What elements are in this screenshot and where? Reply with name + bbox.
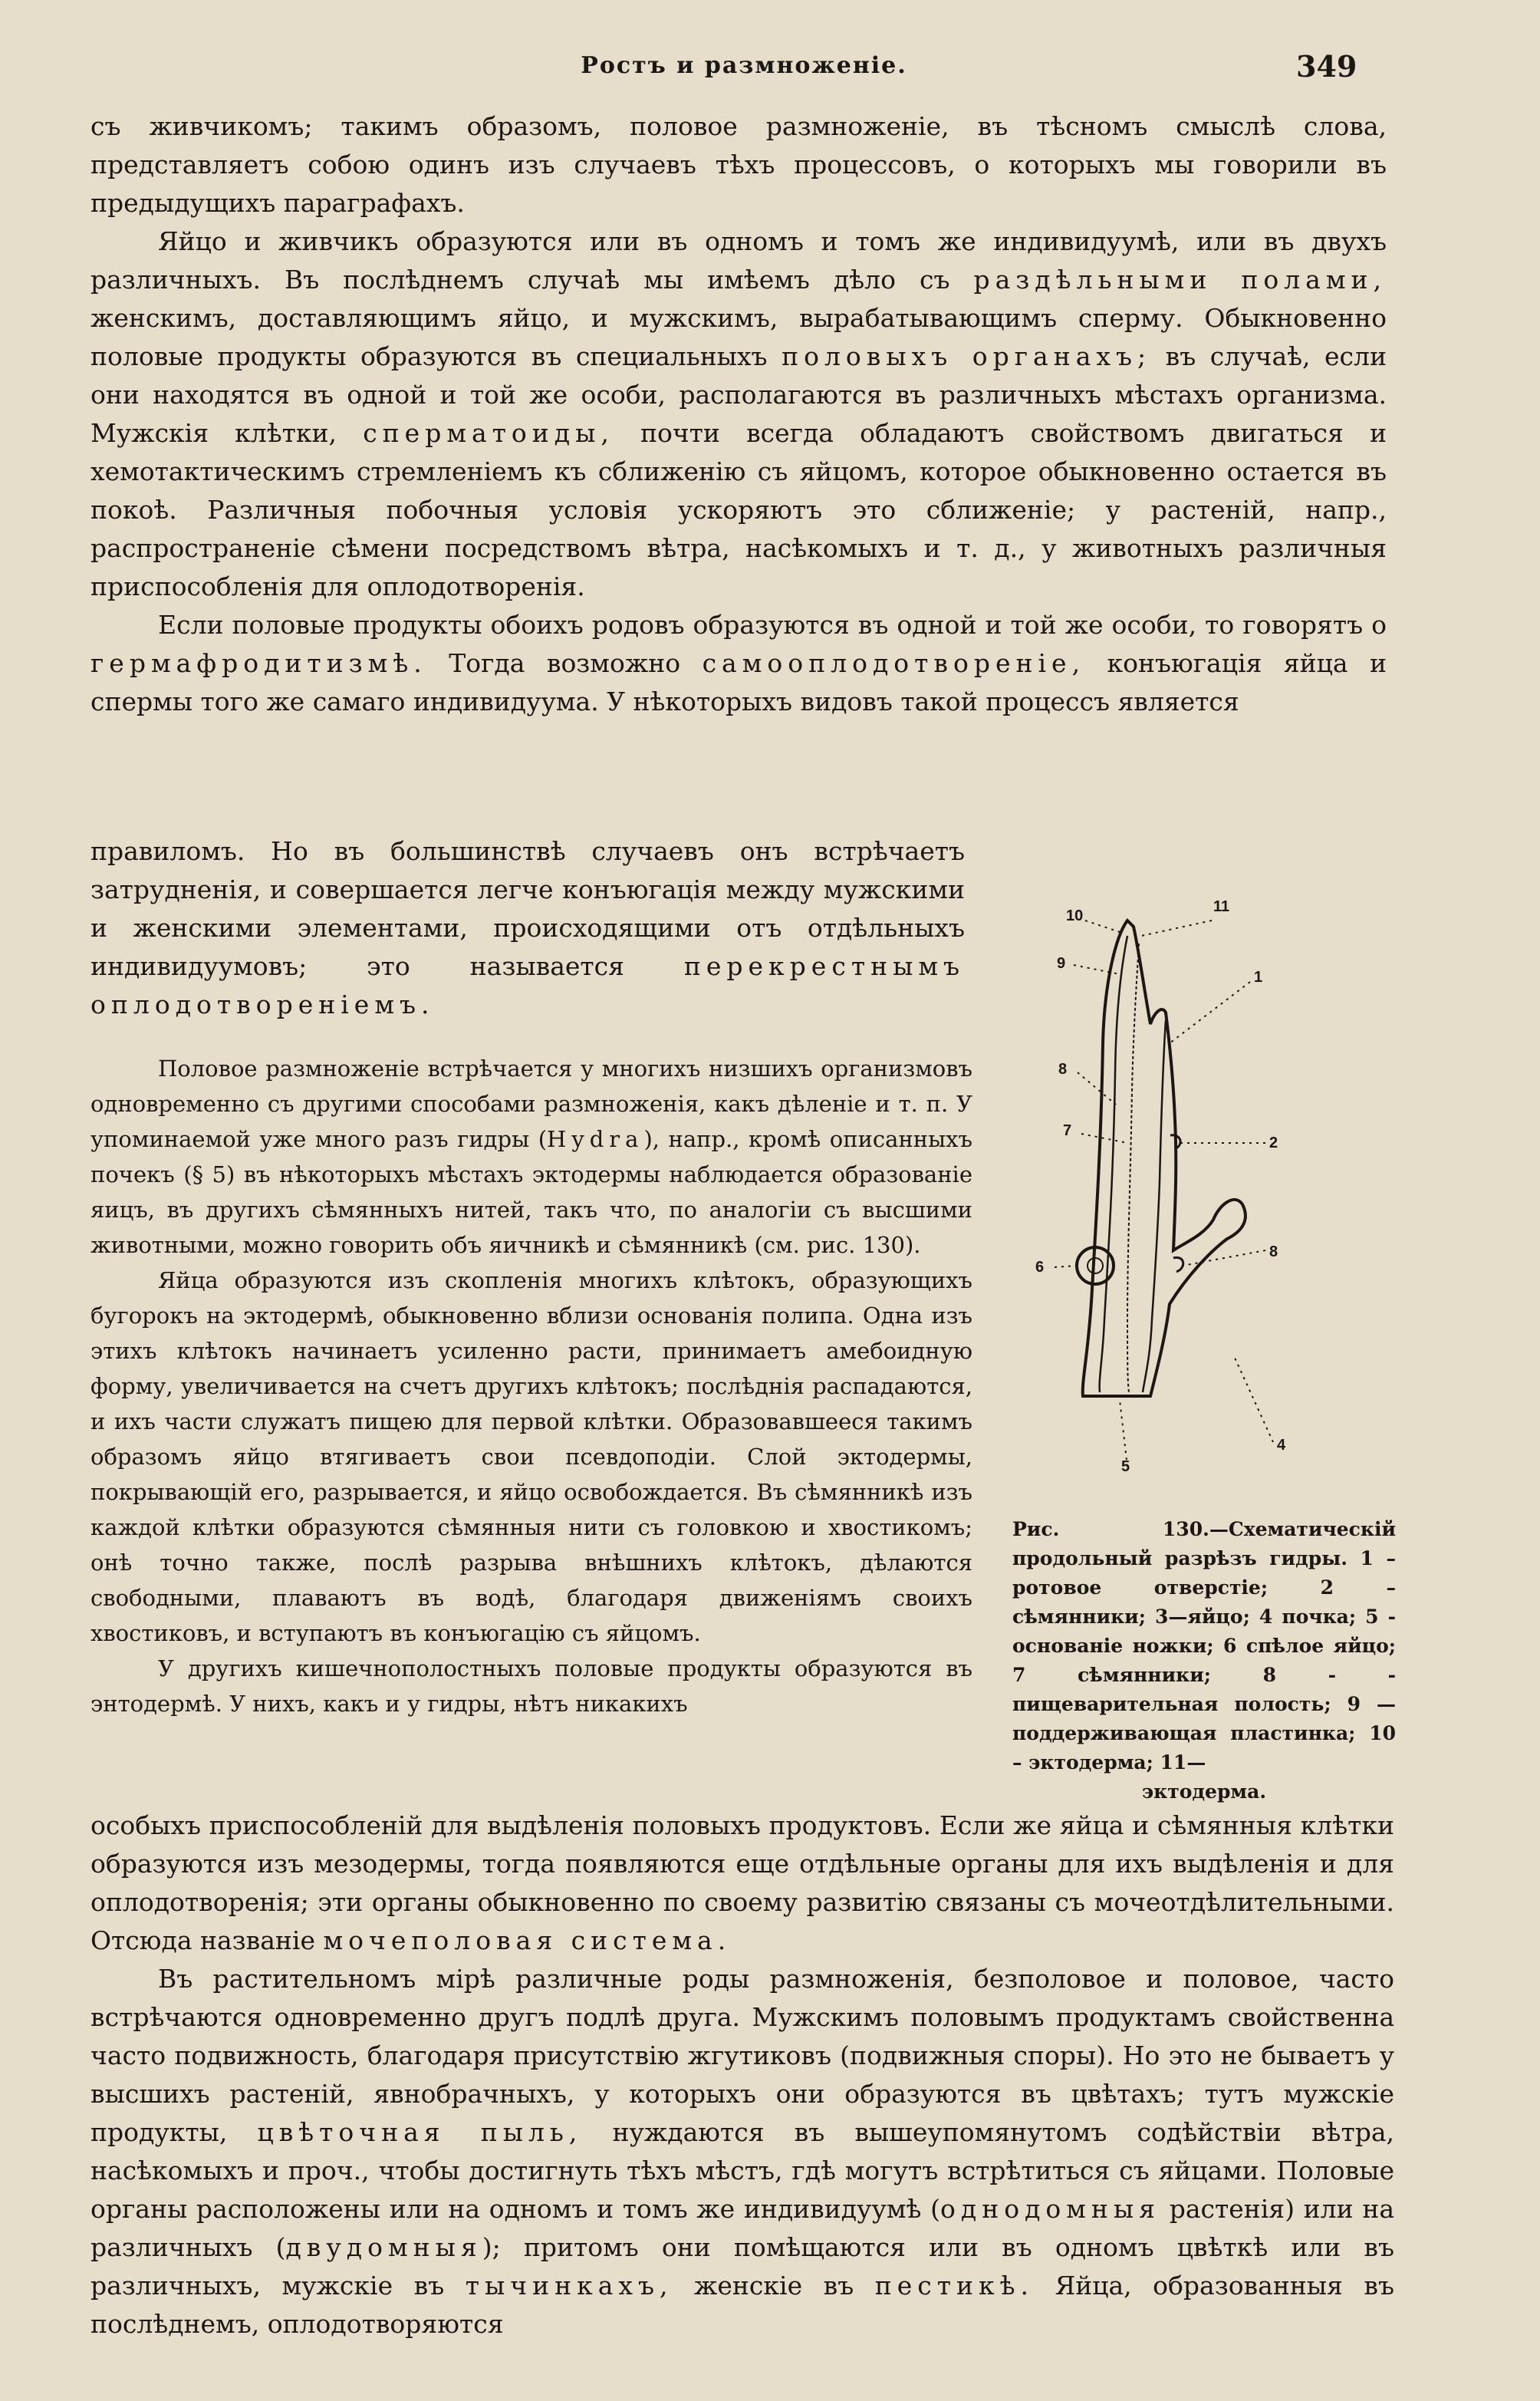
figure-label: 9 [1057,955,1066,972]
text-run: женскимъ, доставляющимъ яйцо, и мужскимъ, вырабатывающимъ сперму. Обыкновенно половые продукты образуются въ специальныхъ [90,303,1387,371]
hydra-figure [1012,890,1396,1473]
paragraph [90,1051,972,1263]
text-run: почти всегда обладаютъ свойствомъ двигаться и хемотактическимъ стремленіемъ къ сближенію съ яйцомъ, которое обыкновенно остается въ покоѣ. Различныя побочныя условія ускоряютъ это сближеніе; у растеній, напр., распространеніе сѣмени посредствомъ вѣтра, насѣкомыхъ и т. д., у животныхъ различныя приспособленія для оплодотворенія. [90,418,1387,601]
hydra-inner-wall-right [1143,1020,1166,1392]
hydra-outline [1083,921,1245,1396]
paragraph [90,222,1387,606]
figure-label: 5 [1121,1458,1130,1473]
text-block-top [90,107,1387,721]
text-run: Въ растительномъ мірѣ различные роды размноженія, безполовое и половое, часто встрѣчаются одновременно другъ подлѣ друга. Мужскимъ половымъ продуктамъ свойственна часто подвижность, благодаря присутствію жгутиковъ (подвижныя споры). Но это не бываетъ у высшихъ растеній, явнобрачныхъ, у которыхъ они образуются въ цвѣтахъ; тутъ мужскіе продукты, [90,1964,1394,2147]
figure-caption [1012,1515,1396,1807]
spaced-term: сперматоиды, [363,418,614,448]
figure-label: 6 [1035,1259,1045,1276]
figure-label: 10 [1066,907,1084,924]
text-block-left-small [90,1051,972,1721]
text-run: правиломъ. Но въ большинствѣ случаевъ онъ встрѣчаетъ затрудненія, и совершается легче конъюгація между мужскими и женскими элементами, происходящими отъ отдѣльныхъ индивидуумовъ; это называется [90,836,965,981]
spaced-term: двудомныя [285,2232,482,2262]
figure-label: 11 [1213,898,1230,915]
text-run: нуждаются въ вышеупомянутомъ содѣйствіи вѣтра, насѣкомыхъ и проч., чтобы достигнуть тѣхъ мѣстъ, гдѣ могутъ встрѣтиться съ яйцами. Половые органы расположены или на одномъ и томъ же индивидуумѣ ( [90,2117,1395,2224]
spaced-term: половыхъ органахъ; [782,341,1152,371]
caption-text: Рис. 130.—Схематическій продольный разрѣзъ гидры. 1 – ротовое отверстіе; 2 – сѣмянники; 3—яйцо; 4 почка; 5 - основаніе ножки; 6 спѣлое яйцо; 7 сѣмянники; 8 - - пищеварительная полость; 9 — поддерживающая пластинка; 10 – эктодерма; 11— [1012,1518,1396,1774]
text-run: въ случаѣ, если они находятся въ одной и той же особи, располагаются въ различныхъ мѣстахъ организма. Мужскія клѣтки, [90,341,1387,448]
spaced-term: тычинкахъ, [465,2271,673,2301]
spaced-term: пестикѣ. [874,2271,1035,2301]
figure-labels [1035,898,1286,1473]
text-run: Яйца, образованныя въ послѣднемъ, оплодотворяются [90,2271,1394,2339]
hydra-support-lamella [1127,944,1139,1392]
paragraph [90,1807,1394,1960]
text-run: Половое размноженіе встрѣчается у многихъ низшихъ организмовъ одновременно съ другими способами размноженія, какъ дѣленіе и т. п. У упоминаемой уже много разъ гидры ( [90,1056,972,1152]
spaced-term: самооплодотвореніе, [702,648,1086,678]
leader-lines [1055,921,1273,1467]
figure-label: 4 [1277,1437,1286,1454]
text-run: ); притомъ они помѣщаются или въ одномъ цвѣткѣ или въ различныхъ, мужскіе въ [90,2232,1394,2301]
text-run: женскіе въ [673,2271,875,2301]
testis-icon [1173,1257,1183,1272]
text-run: ), напр., кромѣ описанныхъ почекъ (§ 5) въ нѣкоторыхъ мѣстахъ эктодермы наблюдается образованіе яицъ, въ другихъ сѣмянныхъ нитей, такъ что, по аналогіи съ высшими животными, можно говорить объ яичникѣ и сѣмянникѣ (см. рис. 130). [90,1126,972,1258]
text-block-bottom [90,1807,1394,2343]
text-run: Тогда возможно [426,648,703,678]
running-head: Ростъ и размноженіе. [581,52,907,79]
spaced-term: однодомныя [940,2194,1160,2224]
spaced-term: цвѣточная пыль, [257,2117,583,2147]
hydra-inner-wall [1100,936,1127,1392]
figure-label: 8 [1269,1243,1278,1260]
caption-text-end: эктодерма. [1141,1780,1267,1803]
page-number: 349 [1296,49,1357,84]
figure-label: 1 [1254,969,1263,986]
paragraph: съ живчикомъ; такимъ образомъ, половое размноженіе, въ тѣсномъ смыслѣ слова, представляетъ собою одинъ изъ случаевъ тѣхъ процессовъ, о которыхъ мы говорили въ предыдущихъ параграфахъ. [90,111,1387,218]
paragraph [90,832,965,1024]
text-run: Если половые продукты обоихъ родовъ образуются въ одной и той же особи, то говорятъ о [158,610,1387,640]
spaced-term: мочеполовая система. [323,1925,732,1955]
paragraph [90,1960,1394,2343]
text-block-left [90,832,965,1024]
spaced-term: перекрестнымъ оплодотвореніемъ. [90,951,965,1019]
spaced-term: гермафродитизмѣ. [90,648,427,678]
paragraph: Яйца образуются изъ скопленія многихъ клѣтокъ, образующихъ бугорокъ на эктодермѣ, обыкновенно вблизи основанія полипа. Одна изъ этихъ клѣтокъ начинаетъ усиленно расти, принимаетъ амебоидную форму, увеличивается на счетъ другихъ клѣтокъ; послѣднія распадаются, и ихъ части служатъ пищею для первой клѣтки. Образовавшееся такимъ образомъ яйцо втягиваетъ свои псевдоподіи. Слой эктодермы, покрывающій его, разрывается, и яйцо освобождается. Въ сѣмянникѣ изъ каждой клѣтки образуются сѣмянныя нити съ головкою и хвостикомъ; онѣ точно также, послѣ разрыва внѣшнихъ клѣтокъ, дѣлаются свободными, плаваютъ въ водѣ, благодаря движеніямъ своихъ хвостиковъ, и вступаютъ въ конъюгацію съ яйцомъ. [90,1267,972,1646]
figure-label: 7 [1063,1122,1072,1139]
text-run: растенія) или на различныхъ ( [90,2194,1394,2262]
text-run: конъюгація яйца и спермы того же самаго индивидуума. У нѣкоторыхъ видовъ такой процессъ является [90,648,1387,716]
spaced-term: раздѣльными полами, [973,265,1387,295]
paragraph: У другихъ кишечнополостныхъ половые продукты образуются въ энтодермѣ. У нихъ, какъ и у гидры, нѣтъ никакихъ [90,1655,972,1717]
paragraph [90,606,1387,721]
text-run: Яйцо и живчикъ образуются или въ одномъ и томъ же индивидуумѣ, или въ двухъ различныхъ. Въ послѣднемъ случаѣ мы имѣемъ дѣло съ [90,226,1387,295]
spaced-term: Hydra [547,1126,644,1152]
text-run: особыхъ приспособленій для выдѣленія половыхъ продуктовъ. Если же яйца и сѣмянныя клѣтки образуются изъ мезодермы, тогда появляются еще отдѣльные органы для ихъ выдѣленія и для оплодотворенія; эти органы обыкновенно по своему развитію связаны съ мочеотдѣлительными. Отсюда названіе [90,1810,1394,1955]
figure-label: 2 [1269,1135,1278,1151]
figure-label: 8 [1058,1061,1068,1078]
